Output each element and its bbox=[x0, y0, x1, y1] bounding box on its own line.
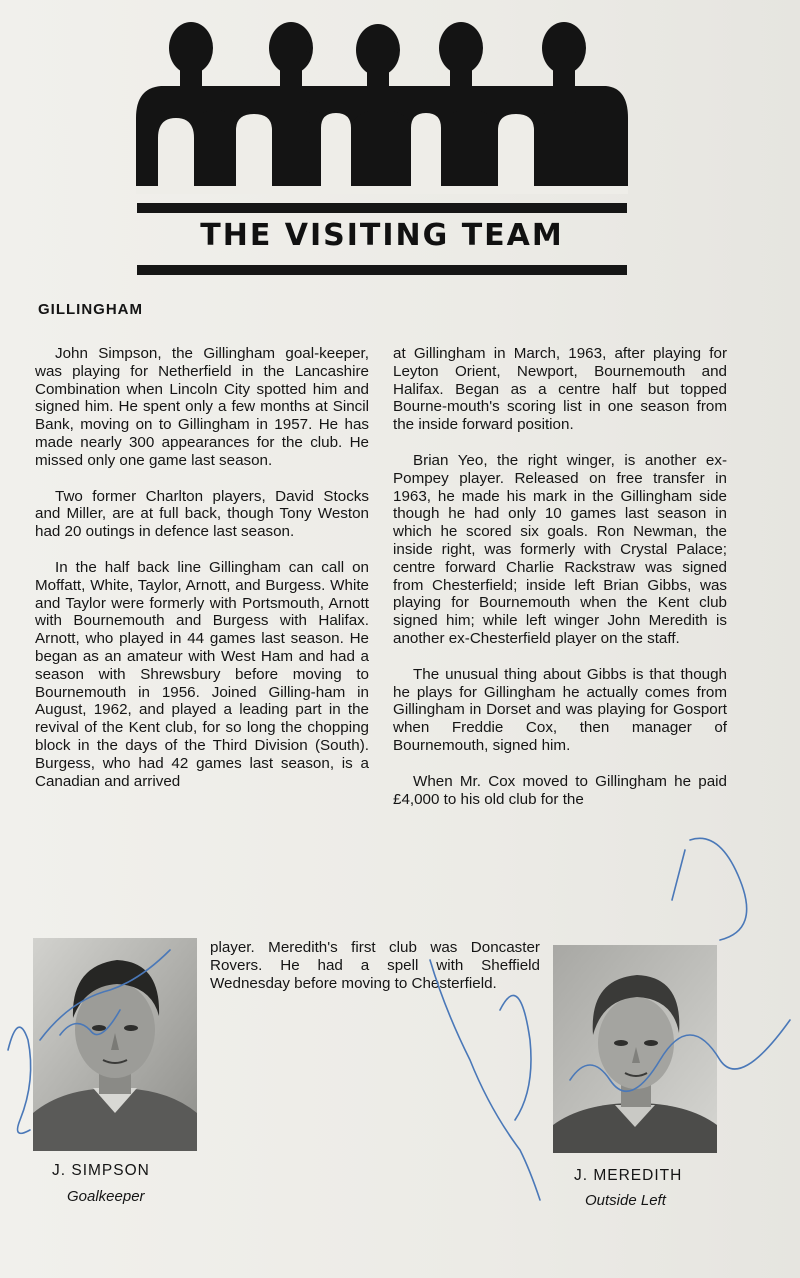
team-heading: GILLINGHAM bbox=[38, 301, 143, 318]
article-continuation: player. Meredith's first club was Doncaster Rovers. He had a spell with Sheffield Wednesday before moving to Chesterfield. bbox=[210, 939, 540, 992]
header-rule-top bbox=[137, 203, 627, 213]
header-rule-bottom bbox=[137, 265, 627, 275]
paragraph: When Mr. Cox moved to Gillingham he paid £4,000 to his old club for the bbox=[393, 772, 727, 808]
paragraph: The unusual thing about Gibbs is that though he plays for Gillingham he actually comes from Gillingham in Dorset and was playing for Gosport when Freddie Cox, then manager of Bournemouth, signed him. bbox=[393, 665, 727, 754]
player-photo-meredith bbox=[553, 945, 717, 1153]
paragraph: In the half back line Gillingham can call on Moffatt, White, Taylor, Arnott, and Burgess. White and Taylor were formerly with Portsmouth, Arnott with Bournemouth and Burgess with Halifax. Arnott, who played in 44 games last season. He began as an amateur with West Ham and had a season with Shrewsbury before moving to Bournemouth in 1956. Joined Gilling-ham in August, 1962, and played a leading part in the revival of the Kent club, for so long the chopping block in the days of the Third Division (South). Burgess, who had 42 games last season, is a Canadian and arrived bbox=[35, 558, 369, 790]
paragraph: Brian Yeo, the right winger, is another ex-Pompey player. Released on free transfer in 1963, he made his mark in the Gillingham side though he had only 10 games last season in which he scored six goals. Ron Newman, the inside right, was formerly with Crystal Palace; centre forward Charlie Rackstraw was signed from Chesterfield; inside left Brian Gibbs, was playing for Bournemouth when the Kent club signed him; while left winger John Meredith is another ex-Chesterfield player on the staff. bbox=[393, 451, 727, 647]
article-right-column bbox=[393, 345, 727, 826]
player-name-simpson: J. SIMPSON bbox=[52, 1162, 150, 1179]
team-silhouette-graphic bbox=[136, 18, 628, 194]
paragraph: John Simpson, the Gillingham goal-keeper, was playing for Netherfield in the Lancashire Combination when Lincoln City spotted him and signed him. He spent only a few months at Sincil Bank, moving on to Gillingham in 1957. He has made nearly 300 appearances for the club. He missed only one game last season. bbox=[35, 345, 369, 469]
player-photo-simpson bbox=[33, 938, 197, 1151]
player-position-simpson: Goalkeeper bbox=[67, 1188, 145, 1205]
page-title: THE VISITING TEAM bbox=[200, 218, 564, 253]
player-name-meredith: J. MEREDITH bbox=[574, 1167, 683, 1184]
article-left-column bbox=[35, 345, 369, 808]
paragraph: Two former Charlton players, David Stocks and Miller, are at full back, though Tony Weston had 20 outings in defence last season. bbox=[35, 487, 369, 541]
paragraph: at Gillingham in March, 1963, after playing for Leyton Orient, Newport, Bournemouth and Halifax. Began as a centre half but topped Bourne-mouth's scoring list in one season from the inside forward position. bbox=[393, 345, 727, 434]
player-position-meredith: Outside Left bbox=[585, 1192, 666, 1209]
